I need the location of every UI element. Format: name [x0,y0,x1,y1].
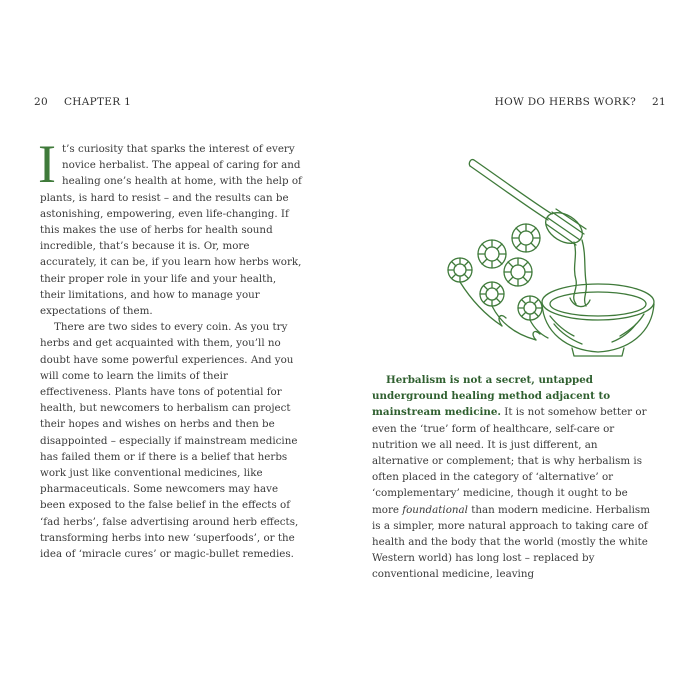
left-running-head [34,96,131,108]
left-page-number: 20 [34,96,48,108]
left-paragraph-1-text: t’s curiosity that sparks the interest of every novice herbalist. The appeal of caring for and healing one’s health at home, with the help of plants, is hard to resist – and the results can be astonishing, empowering, even life-changing. If this makes the use of herbs for health sound incredible, that’s because it is. Or, more accurately, it can be, if you learn how herbs work, their proper role in your life and your health, their limitations, and how to manage your expectations of them. [40,143,302,318]
right-page-number: 21 [652,96,666,108]
lead-bold-statement: Herbalism is not a secret, untapped underground healing method adjacent to mainstream medicine. [372,374,611,419]
honey-bowl-chamomile-icon [440,148,665,363]
right-body-text [372,372,654,583]
right-paragraph-1 [372,372,654,583]
right-text-italic: foundational [402,503,468,516]
chamomile-flower-icon [512,224,540,252]
right-page [350,0,700,700]
left-paragraph-1 [38,134,302,319]
right-running-title: HOW DO HERBS WORK? [494,96,637,108]
right-text-a: It is not somehow better or even the ‘true’ form of healthcare, self-care or nutrition we all need. It is just different, an alternative or complement; that is why herbalism is often placed in the category of ‘alternative’ or ‘complementary’ medicine, though it ought to be more [372,406,647,516]
left-paragraph-2: There are two sides to every coin. As you try herbs and get acquainted with them, you’ll no doubt have some powerful experiences. And you will come to learn the limits of their effectiveness. Plants have tons of potential for health, but newcomers to herbalism can project their hopes and wishes on herbs and then be disappointed – especially if mainstream medicine has failed them or if there is a belief that herbs work just like conventional medicines, like pharmaceuticals. Some newcomers may have been exposed to the false belief in the effects of ‘fad herbs’, false advertising around herb effects, transforming herbs into new ‘superfoods’, or the idea of ‘miracle cures’ or magic-bullet remedies. [40,321,299,561]
drop-cap: I [38,134,56,194]
left-body-text [38,134,302,562]
left-running-title: CHAPTER 1 [63,96,132,108]
right-text-b: than modern medicine. Herbalism is a simpler, more natural approach to taking care of health and the body that the world (mostly the white Western world) has long lost – replaced by conventional medicine, leaving [372,503,650,581]
right-running-head [495,96,666,108]
